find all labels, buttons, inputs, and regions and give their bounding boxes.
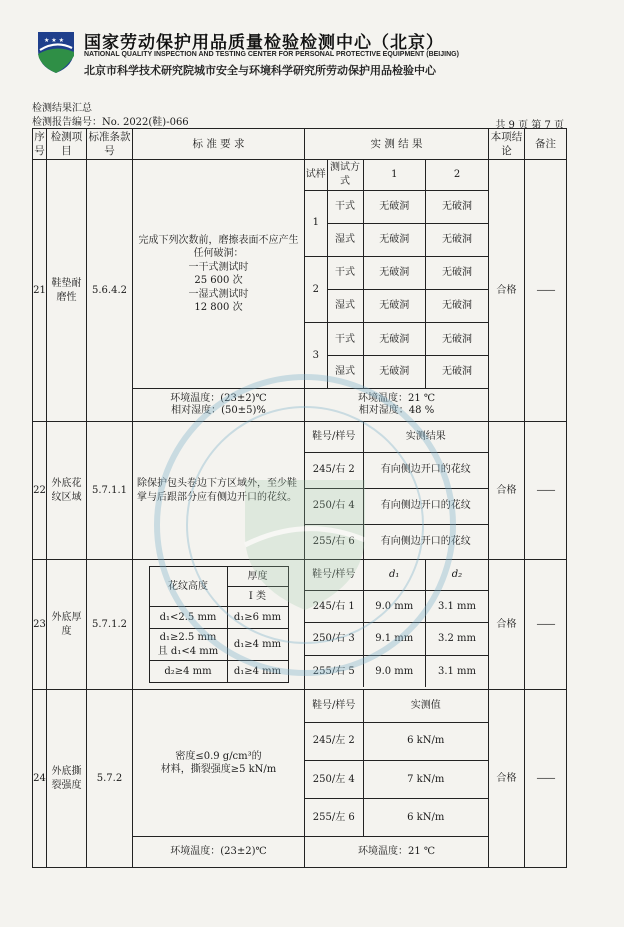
svg-text:★ ★ ★: ★ ★ ★ (44, 37, 64, 44)
requirement-text: 完成下列次数前，磨擦表面不应产生任何破洞： 一干式测试时 25 600 次 一湿式测试时 12 800 次 (138, 234, 299, 313)
row-seq: 24 (33, 690, 47, 868)
method: 干式 (327, 323, 363, 356)
h-shoe: 鞋号/样号 (305, 560, 363, 590)
result-value: 有向侧边开口的花纹 (363, 488, 488, 524)
q-h3: I 类 (227, 587, 288, 607)
result-value: 无破洞 (363, 290, 426, 323)
result-value: 无破洞 (426, 190, 489, 223)
row-result-cell (305, 560, 489, 690)
method: 干式 (327, 190, 363, 223)
col-seq: 序号 (33, 129, 47, 160)
row-remark: —— (525, 422, 567, 560)
results-table (32, 128, 567, 868)
h-2: 2 (426, 160, 489, 190)
table-row (33, 690, 567, 868)
report-header (36, 26, 596, 84)
q-h2: 厚度 (227, 567, 288, 587)
q-thick: d₁≥4 mm (227, 661, 288, 683)
col-conclusion: 本项结论 (489, 129, 525, 160)
result-value: 无破洞 (363, 190, 426, 223)
h-res: 实测结果 (363, 422, 488, 452)
row-clause: 5.7.1.2 (87, 560, 133, 690)
measured-value: 6 kN/m (363, 799, 488, 836)
report-number: 检测报告编号：No. 2022(鞋)-066 (32, 117, 189, 128)
d2-value: 3.1 mm (426, 655, 489, 687)
shoe-no: 250/左 4 (305, 760, 363, 798)
q-cond: d₂≥4 mm (149, 661, 227, 683)
table-row (33, 560, 567, 690)
row-result-cell (305, 160, 489, 422)
d2-value: 3.1 mm (426, 590, 489, 623)
row-clause: 5.7.2 (87, 690, 133, 868)
h-val: 实测值 (363, 690, 488, 722)
measured-value: 7 kN/m (363, 760, 488, 798)
method: 湿式 (327, 223, 363, 256)
thickness-result-table (305, 560, 488, 687)
shoe-no: 255/右 5 (305, 655, 363, 687)
d1-value: 9.1 mm (363, 623, 426, 656)
method: 干式 (327, 256, 363, 289)
measured-value: 6 kN/m (363, 722, 488, 760)
row-seq: 23 (33, 560, 47, 690)
row-clause: 5.6.4.2 (87, 160, 133, 422)
pattern-result-table (305, 422, 488, 559)
col-remark: 备注 (525, 129, 567, 160)
result-value: 无破洞 (426, 256, 489, 289)
method: 湿式 (327, 290, 363, 323)
org-name-en: NATIONAL QUALITY INSPECTION AND TESTING CENTER FOR PERSONAL PROTECTIVE EQUIPMENT (BEIJING) (84, 51, 459, 58)
row-conclusion: 合格 (489, 690, 525, 868)
table-row (33, 160, 567, 422)
q-h1: 花纹高度 (149, 567, 227, 607)
env-requirement: 环境温度：(23±2)℃ (133, 836, 304, 867)
row-remark: —— (525, 160, 567, 422)
env-result: 环境温度：21 ℃ 相对湿度：48 % (305, 388, 488, 421)
h-method: 测试方式 (327, 160, 363, 190)
shoe-no: 250/右 4 (305, 488, 363, 524)
method: 湿式 (327, 356, 363, 388)
row-seq: 22 (33, 422, 47, 560)
row-requirement: 除保护包头卷边下方区域外，至少鞋掌与后跟部分应有侧边开口的花纹。 (133, 422, 305, 560)
q-thick: d₁≥4 mm (227, 629, 288, 661)
d1-value: 9.0 mm (363, 655, 426, 687)
table-row (33, 422, 567, 560)
result-value: 无破洞 (363, 356, 426, 388)
q-thick: d₁≥6 mm (227, 607, 288, 629)
sample-1: 1 (305, 190, 327, 256)
abrasion-result-table (305, 160, 488, 388)
row-requirement-cell (133, 560, 305, 690)
col-clause: 标准条款号 (87, 129, 133, 160)
result-value: 有向侧边开口的花纹 (363, 452, 488, 488)
result-value: 无破洞 (426, 223, 489, 256)
row-requirement-cell (133, 160, 305, 422)
center-logo-icon (36, 26, 76, 74)
row-clause: 5.7.1.1 (87, 422, 133, 560)
shoe-no: 255/右 6 (305, 524, 363, 559)
shoe-no: 250/右 3 (305, 623, 363, 656)
page-info: 共 9 页 第 7 页 (495, 120, 564, 131)
env-requirement: 环境温度：(23±2)℃ 相对湿度：(50±5)% (133, 388, 304, 421)
row-remark: —— (525, 560, 567, 690)
row-item: 外底厚度 (47, 560, 87, 690)
row-conclusion: 合格 (489, 560, 525, 690)
row-seq: 21 (33, 160, 47, 422)
result-value: 无破洞 (426, 323, 489, 356)
table-header-row (33, 129, 567, 160)
result-value: 无破洞 (426, 290, 489, 323)
result-value: 无破洞 (426, 356, 489, 388)
shoe-no: 245/右 1 (305, 590, 363, 623)
d2-value: 3.2 mm (426, 623, 489, 656)
shoe-no: 255/左 6 (305, 799, 363, 836)
thickness-requirement-table (149, 566, 289, 683)
h-d2: d₂ (426, 560, 489, 590)
result-value: 无破洞 (363, 256, 426, 289)
sample-3: 3 (305, 323, 327, 388)
row-requirement-cell (133, 690, 305, 868)
h-sample: 试样 (305, 160, 327, 190)
row-result-cell (305, 690, 489, 868)
q-cond: d₁≥2.5 mm 且 d₁<4 mm (149, 629, 227, 661)
row-result-cell (305, 422, 489, 560)
q-cond: d₁<2.5 mm (149, 607, 227, 629)
org-name-cn: 国家劳动保护用品质量检验检测中心（北京） (84, 33, 444, 53)
shoe-no: 245/右 2 (305, 452, 363, 488)
result-value: 无破洞 (363, 323, 426, 356)
shoe-no: 245/左 2 (305, 722, 363, 760)
d1-value: 9.0 mm (363, 590, 426, 623)
requirement-text: 密度≤0.9 g/cm³的 材料，撕裂强度≥5 kN/m (160, 750, 277, 775)
result-value: 无破洞 (363, 223, 426, 256)
env-result: 环境温度：21 ℃ (305, 836, 488, 867)
col-requirement: 标 准 要 求 (133, 129, 305, 160)
org-subname-cn: 北京市科学技术研究院城市安全与环境科学研究所劳动保护用品检验中心 (84, 64, 436, 77)
row-item: 外底撕裂强度 (47, 690, 87, 868)
h-1: 1 (363, 160, 426, 190)
tear-result-table (305, 690, 488, 836)
row-conclusion: 合格 (489, 422, 525, 560)
h-d1: d₁ (363, 560, 426, 590)
summary-title: 检测结果汇总 (32, 103, 92, 114)
row-item: 外底花纹区域 (47, 422, 87, 560)
col-item: 检测项目 (47, 129, 87, 160)
row-conclusion: 合格 (489, 160, 525, 422)
sample-2: 2 (305, 256, 327, 322)
row-remark: —— (525, 690, 567, 868)
h-shoe: 鞋号/样号 (305, 422, 363, 452)
row-item: 鞋垫耐磨性 (47, 160, 87, 422)
h-shoe: 鞋号/样号 (305, 690, 363, 722)
col-result: 实 测 结 果 (305, 129, 489, 160)
result-value: 有向侧边开口的花纹 (363, 524, 488, 559)
